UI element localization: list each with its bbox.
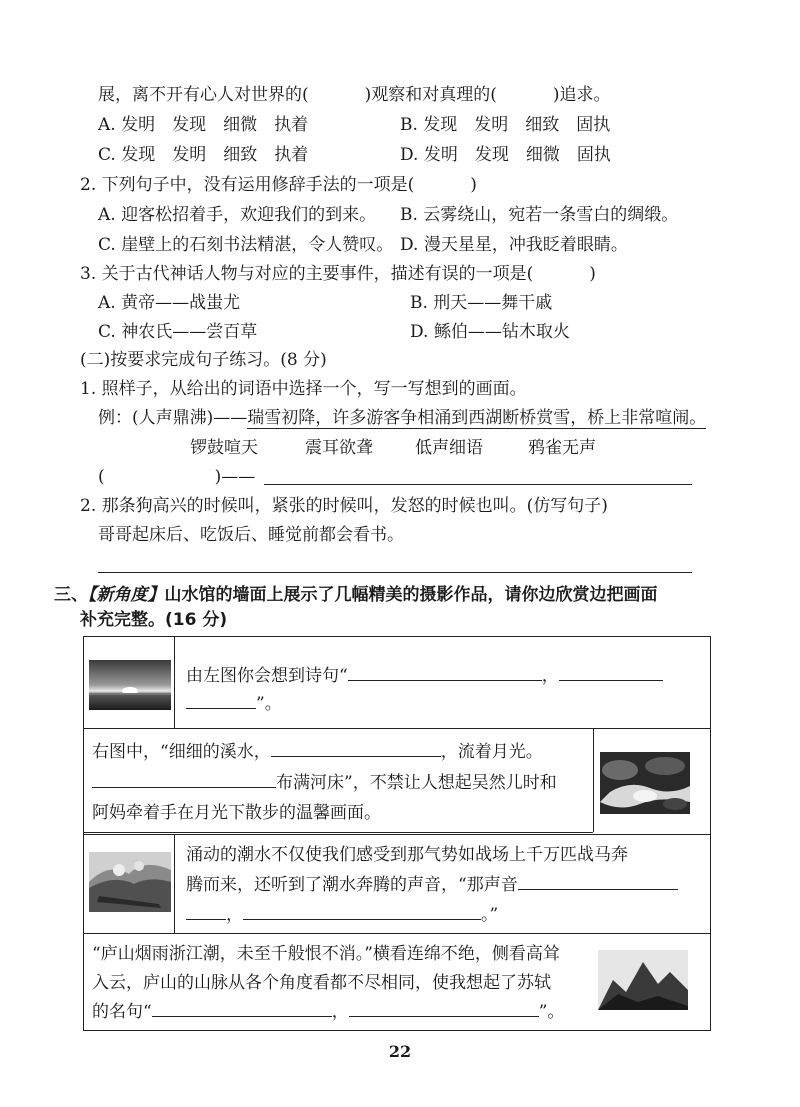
q3-option-c[interactable]: C. 神农氏——尝百草 <box>98 322 258 342</box>
section2-q2: 2. 那条狗高兴的时候叫，紧张的时候叫，发怒的时候也叫。(仿写句子) <box>80 496 608 516</box>
row-divider <box>84 728 710 729</box>
q2-stem <box>80 174 477 196</box>
answer-blank[interactable] <box>92 772 276 788</box>
q3-option-a[interactable]: A. 黄帝——战蚩尤 <box>98 293 241 313</box>
q2-option-a[interactable]: A. 迎客松招着手，欢迎我们的到来。 <box>98 205 377 225</box>
cell1-text-line2 <box>186 689 282 719</box>
col-divider <box>593 728 594 832</box>
page-number: 22 <box>388 1042 412 1061</box>
answer-underline[interactable] <box>264 484 692 485</box>
word-option: 锣鼓喧天 <box>190 438 258 458</box>
cell1-comma: ， <box>541 666 559 686</box>
example-text: 瑞雪初降，许多游客争相涌到西湖断桥赏雪，桥上非常喧闹。 <box>247 408 707 428</box>
cell2-line1 <box>92 737 543 767</box>
q3-option-b[interactable]: B. 刑天——舞干戚 <box>410 293 553 313</box>
q2-stem-text: 2. 下列句子中，没有运用修辞手法的一项是( <box>80 175 415 195</box>
q1-option-c[interactable]: C. 发现 发明 细致 执着 <box>98 145 309 165</box>
example-label: 例：(人声鼎沸)—— <box>98 408 248 428</box>
cell3-end: 。” <box>481 905 499 925</box>
paren-close: )—— <box>214 467 256 487</box>
q2-stem-end: ) <box>470 175 477 195</box>
q1-tail-line <box>98 84 611 106</box>
cell1-text <box>186 661 686 691</box>
answer-blank[interactable] <box>271 741 441 757</box>
mountain-photo <box>598 950 688 1010</box>
cell2-text: 布满河床”，不禁让人想起吴然儿时和 <box>276 773 557 793</box>
cell4-comma: ， <box>331 1002 349 1022</box>
q1-tail-text: 展，离不开有心人对世界的( <box>98 85 309 105</box>
section2-q1: 1. 照样子，从给出的词语中选择一个，写一写想到的画面。 <box>80 379 527 399</box>
answer-line-1 <box>98 466 255 488</box>
answer-blank[interactable] <box>186 904 226 920</box>
cell3-line1: 涌动的潮水不仅使我们感受到那气势如战场上千万匹战马奔 <box>186 845 628 865</box>
cell4-end: ”。 <box>538 1002 565 1022</box>
q1-tail-text: )追求。 <box>552 85 611 105</box>
q3-stem-text: 3. 关于古代神话人物与对应的主要事件，描述有误的一项是( <box>80 264 534 284</box>
cell4-line2: 入云，庐山的山脉从各个角度看都不尽相同，使我想起了苏轼 <box>92 973 551 993</box>
section3-title-line2: 补充完整。(16 分) <box>80 610 228 630</box>
q3-stem-end: ) <box>589 264 596 284</box>
cell1-prompt: 由左图你会想到诗句“ <box>186 666 348 686</box>
section3-tag: 【新角度】 <box>88 585 165 605</box>
tide-photo <box>89 852 171 912</box>
word-option: 低声细语 <box>415 438 483 458</box>
answer-blank[interactable] <box>348 665 542 681</box>
cell2-text: ，流着月光。 <box>440 742 543 762</box>
cell3-line2 <box>186 870 678 900</box>
stream-photo <box>600 752 690 814</box>
word-option: 震耳欲聋 <box>305 438 373 458</box>
q1-option-d[interactable]: D. 发明 发现 细微 固执 <box>400 145 611 165</box>
cell4-line1: “庐山烟雨浙江潮，未至千般恨不消。”横看连绵不绝，侧看高耸 <box>92 944 560 964</box>
q1-option-a[interactable]: A. 发明 发现 细微 执着 <box>98 115 309 135</box>
answer-blank[interactable] <box>243 904 481 920</box>
q1-option-b[interactable]: B. 发现 发明 细致 固执 <box>400 115 611 135</box>
q3-option-d[interactable]: D. 鲧伯——钻木取火 <box>410 322 570 342</box>
q2-option-b[interactable]: B. 云雾绕山，宛若一条雪白的绸缎。 <box>400 205 679 225</box>
q2-option-d[interactable]: D. 漫天星星，冲我眨着眼睛。 <box>400 235 628 255</box>
cell2-line2 <box>92 768 557 798</box>
sunset-photo <box>89 660 171 710</box>
row-divider <box>84 933 710 934</box>
cell1-end: ”。 <box>256 694 282 714</box>
answer-underline[interactable] <box>98 572 692 573</box>
photo-table <box>83 636 711 1031</box>
section2-q2-example: 哥哥起床后、吃饭后、睡觉前都会看书。 <box>98 525 404 545</box>
q1-tail-text: )观察和对真理的( <box>364 85 497 105</box>
answer-blank[interactable] <box>349 1001 539 1017</box>
cell4-line3 <box>92 997 564 1027</box>
q2-option-c[interactable]: C. 崖壁上的石刻书法精湛，令人赞叹。 <box>98 235 394 255</box>
section3-title-text: 山水馆的墙面上展示了几幅精美的摄影作品，请你边欣赏边把画面 <box>164 585 658 605</box>
answer-blank[interactable] <box>559 665 663 681</box>
q3-stem <box>80 263 596 285</box>
cell2-line3: 阿妈牵着手在月光下散步的温馨画面。 <box>92 803 381 823</box>
section3-number: 三、 <box>54 585 88 605</box>
answer-blank[interactable] <box>152 1001 332 1017</box>
cell4-prompt: 的名句“ <box>92 1002 152 1022</box>
cell3-line3 <box>186 900 498 930</box>
paren-open: ( <box>98 467 105 487</box>
example-line <box>98 407 706 429</box>
answer-blank[interactable] <box>186 693 256 709</box>
word-option: 鸦雀无声 <box>528 438 596 458</box>
cell3-text: 腾而来，还听到了潮水奔腾的声音，“那声音 <box>186 875 518 895</box>
section3-title <box>54 584 658 606</box>
answer-blank[interactable] <box>518 874 678 890</box>
section2-title: (二)按要求完成句子练习。(8 分) <box>80 350 327 370</box>
row-divider <box>84 832 593 833</box>
cell2-prompt: 右图中，“细细的溪水， <box>92 742 271 762</box>
col-divider <box>174 637 175 728</box>
row-divider <box>84 834 710 835</box>
col-divider <box>174 834 175 933</box>
cell3-comma: ， <box>226 905 243 925</box>
